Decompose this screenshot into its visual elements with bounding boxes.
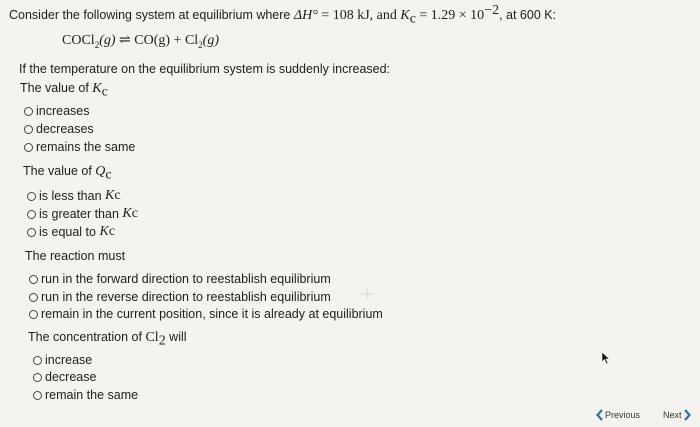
- next-label: Next: [663, 410, 682, 420]
- q2-option-equal-to[interactable]: is equal to K c: [27, 224, 115, 240]
- q2-option-symbol: K: [105, 188, 115, 203]
- eq-plus: +: [173, 33, 182, 48]
- q3-option-forward[interactable]: [29, 272, 331, 286]
- eq-product2: Cl: [184, 33, 199, 48]
- q3-label: The reaction must: [25, 249, 126, 263]
- q3-option-label: remain in the current position, since it is already at equilibrium: [41, 307, 383, 321]
- q2-subscript: c: [105, 167, 112, 183]
- q4-option-decrease[interactable]: [33, 370, 96, 384]
- q1-label: [20, 81, 108, 100]
- kc-value: = 1.29 × 10: [419, 8, 485, 23]
- q1-symbol: K: [92, 81, 102, 96]
- q2-option-label: is less than: [39, 189, 102, 203]
- q2-option-symbol: K: [122, 206, 132, 221]
- header-intro: Consider the following system at equilibrium where: [9, 8, 291, 22]
- eq-product1: CO(g): [134, 33, 171, 48]
- eq-product2-sub: 2: [198, 39, 203, 50]
- eq-reactant: COCl: [62, 33, 95, 48]
- q2-option-less-than[interactable]: is less than K c: [27, 188, 121, 204]
- radio-button[interactable]: [24, 143, 33, 152]
- radio-button[interactable]: [27, 210, 36, 219]
- q1-option-increases[interactable]: [24, 104, 90, 118]
- radio-button[interactable]: [29, 293, 38, 302]
- crosshair-mark-icon: [361, 289, 373, 299]
- kc-subscript: c: [409, 11, 416, 27]
- eq-product2-phase: (g): [202, 33, 219, 48]
- kc-symbol: K: [400, 8, 410, 23]
- q2-option-label: is equal to: [39, 225, 96, 239]
- radio-button[interactable]: [29, 275, 38, 284]
- q1-option-label: remains the same: [36, 140, 136, 154]
- radio-button[interactable]: [27, 192, 36, 201]
- radio-button[interactable]: [33, 356, 42, 365]
- radio-button[interactable]: [24, 125, 33, 134]
- q4-subscript: 2: [158, 333, 166, 349]
- q4-option-label: increase: [45, 353, 93, 367]
- q4-option-remain-same[interactable]: [33, 388, 138, 402]
- q4-label-post: will: [169, 330, 187, 344]
- q1-label-text: The value of: [20, 81, 89, 95]
- q2-label: [23, 164, 112, 183]
- q1-option-decreases[interactable]: [24, 122, 94, 136]
- equilibrium-arrow: ⇌: [119, 33, 131, 48]
- radio-button[interactable]: [33, 391, 42, 400]
- q4-option-increase[interactable]: [33, 353, 92, 367]
- q2-option-greater-than[interactable]: is greater than K c: [27, 206, 138, 222]
- delta-h-value: = 108 kJ, and: [321, 8, 397, 23]
- eq-reactant-sub: 2: [94, 39, 100, 50]
- equilibrium-equation: [62, 32, 219, 49]
- previous-label: Previous: [605, 410, 641, 420]
- q3-option-reverse[interactable]: [29, 290, 331, 304]
- radio-button[interactable]: [24, 107, 33, 116]
- q2-option-symbol: K: [99, 224, 109, 239]
- mouse-cursor-icon: [601, 351, 611, 365]
- q4-symbol: Cl: [145, 330, 159, 345]
- q1-option-label: decreases: [36, 122, 94, 136]
- q3-option-remain[interactable]: [29, 307, 383, 321]
- delta-h-symbol: ΔH°: [293, 8, 318, 23]
- q2-symbol: Q: [95, 164, 106, 179]
- q4-option-label: decrease: [45, 370, 97, 384]
- q3-option-label: run in the reverse direction to reestablish equilibrium: [41, 290, 331, 304]
- question-header: [9, 2, 557, 27]
- next-button[interactable]: [663, 409, 691, 421]
- radio-button[interactable]: [33, 373, 42, 382]
- q2-option-label: is greater than: [39, 207, 119, 221]
- chevron-right-icon: [684, 409, 691, 421]
- q4-option-label: remain the same: [45, 388, 139, 402]
- previous-button[interactable]: [596, 409, 640, 421]
- q4-label: [28, 330, 187, 349]
- q1-subscript: c: [101, 84, 108, 100]
- q3-option-label: run in the forward direction to reestablish equilibrium: [41, 272, 331, 286]
- chevron-left-icon: [596, 409, 603, 421]
- eq-reactant-phase: (g): [99, 33, 116, 48]
- q2-label-text: The value of: [23, 164, 92, 178]
- radio-button[interactable]: [29, 310, 38, 319]
- q1-option-remains-same[interactable]: [24, 140, 135, 154]
- q1-option-label: increases: [36, 104, 90, 118]
- question-prompt: If the temperature on the equilibrium system is suddenly increased:: [19, 62, 391, 76]
- q4-label-pre: The concentration of: [28, 330, 142, 344]
- radio-button[interactable]: [27, 228, 36, 237]
- kc-exponent: −2: [484, 2, 500, 18]
- header-temperature: , at 600 K:: [499, 8, 557, 22]
